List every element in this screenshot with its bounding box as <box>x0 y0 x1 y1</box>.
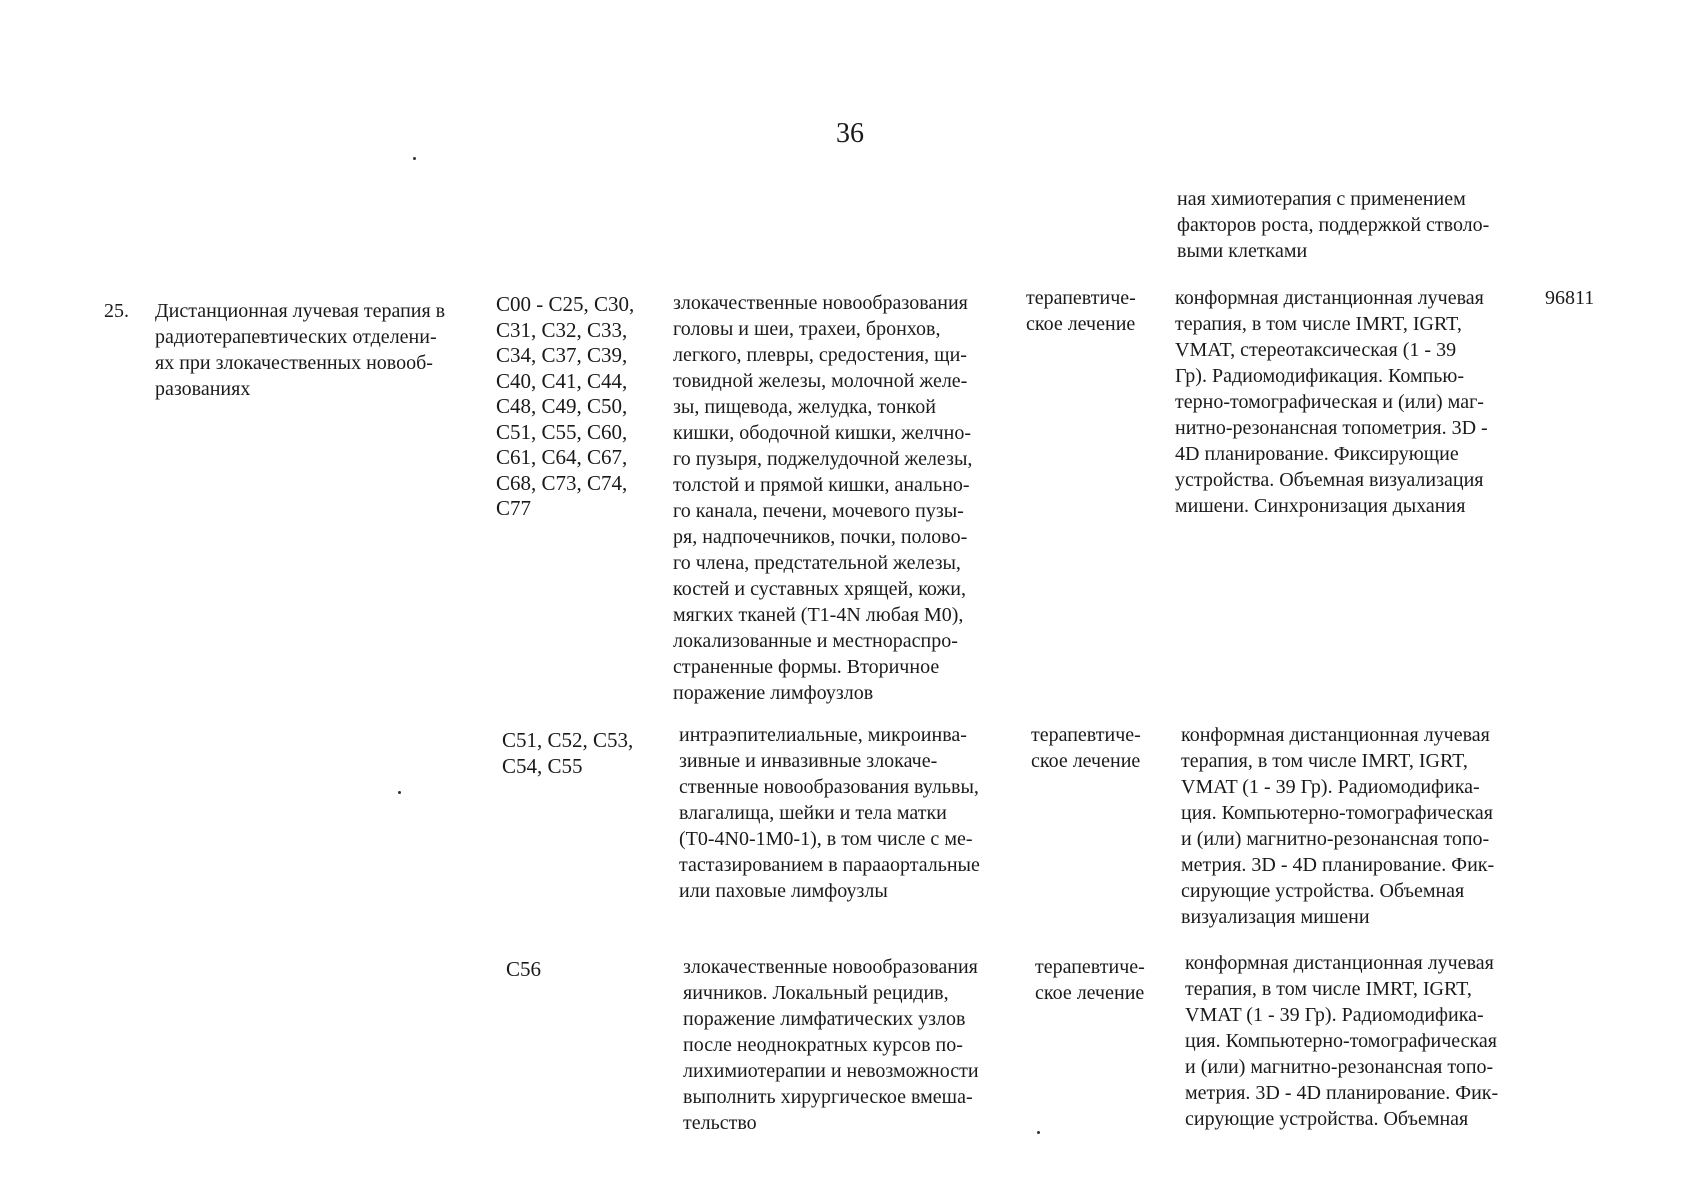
scan-speck <box>398 791 401 794</box>
treatment-type: терапевтиче- ское лечение <box>1026 287 1136 335</box>
page-number: 36 <box>836 118 864 149</box>
diagnosis-text: злокачественные новообразования головы и шеи, трахеи, бронхов, легкого, плевры, средостения, щи- товидной железы, молочной желе- зы, пищевода, желудка, тонкой кишки, ободочной кишки, желчно- го пузыря, поджелудочной железы, толстой и прямой кишки, анально- го канала, печени, мочевого пузы- ря, надпочечников, почки, полово- го члена, предстательной железы, костей и суставных хрящей, кожи, мягких тканей (T1-4N любая M0), локализованные и местнораспро- страненные формы. Вторичное поражение лимфоузлов <box>673 292 973 704</box>
scan-speck <box>1037 1131 1040 1134</box>
icd-codes: С00 - С25, С30, С31, С32, С33, С34, С37, С39, С40, С41, С44, С48, С49, С50, С51, С55, С60, С61, С64, С67, С68, С73, С74, С77 <box>496 292 635 520</box>
diagnosis-text: интраэпителиальные, микроинва- зивные и инвазивные злокаче- ственные новообразования вульвы, влагалища, шейки и тела матки (T0-4N0-1M0-1), в том числе с ме- тастазированием в парааортальные или паховые лимфоузлы <box>679 724 980 902</box>
icd-codes: С51, С52, С53, С54, С55 <box>502 728 634 778</box>
procedure-name: Дистанционная лучевая терапия в радиотерапевтических отделени- ях при злокачественных новооб- разованиях <box>155 300 446 400</box>
treatment-type: терапевтиче- ское лечение <box>1031 724 1141 772</box>
scan-speck <box>413 157 416 160</box>
continuation-method-text: ная химиотерапия с применением факторов роста, поддержкой стволо- выми клетками <box>1177 188 1490 262</box>
method-text: конформная дистанционная лучевая терапия, в том числе IMRT, IGRT, VMAT, стереотаксическая (1 - 39 Гр). Радиомодификация. Компью- терно-томографическая и (или) маг- нитно-резонансная топометрия. 3D - 4D планирование. Фиксирующие устройства. Объемная визуализация мишени. Синхронизация дыхания <box>1175 287 1488 517</box>
icd-codes: С56 <box>506 957 542 981</box>
row-number: 25. <box>104 300 129 322</box>
method-text: конформная дистанционная лучевая терапия, в том числе IMRT, IGRT, VMAT (1 - 39 Гр). Радиомодифика- ция. Компьютерно-томографическая и (или) магнитно-резонансная топо- метрия. 3D - 4D планирование. Фик- сирующие устройства. Объемная визуализация мишени <box>1181 724 1495 928</box>
price: 96811 <box>1545 287 1595 309</box>
method-text: конформная дистанционная лучевая терапия, в том числе IMRT, IGRT, VMAT (1 - 39 Гр). Радиомодифика- ция. Компьютерно-томографическая и (или) магнитно-резонансная топо- метрия. 3D - 4D планирование. Фик- сирующие устройства. Объемная <box>1185 952 1499 1130</box>
treatment-type: терапевтиче- ское лечение <box>1035 956 1145 1004</box>
diagnosis-text: злокачественные новообразования яичников. Локальный рецидив, поражение лимфатических узлов после неоднократных курсов по- лихимиотерапии и невозможности выполнить хирургическое вмеша- тельство <box>683 956 979 1134</box>
